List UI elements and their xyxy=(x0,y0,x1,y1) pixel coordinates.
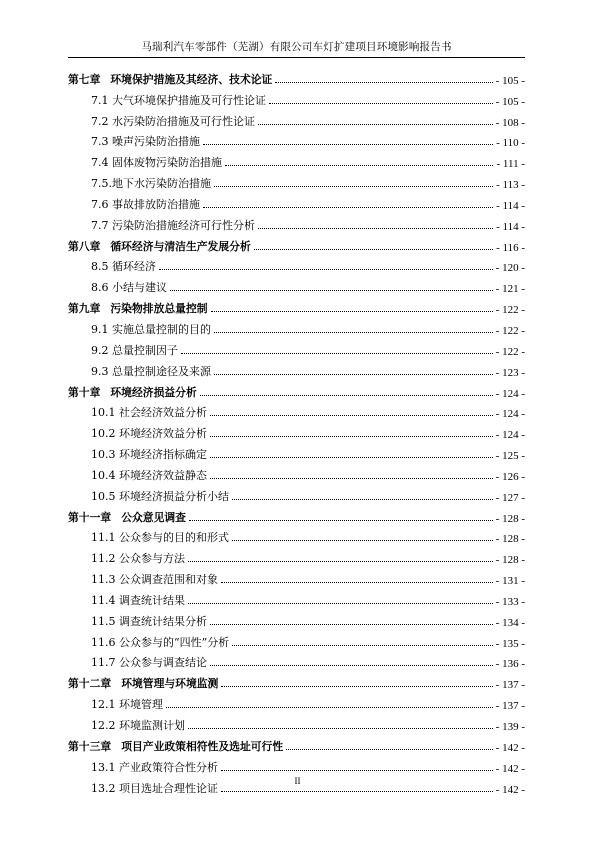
toc-entry-number: 第九章 xyxy=(68,302,101,316)
toc-dot-leader xyxy=(254,249,493,250)
toc-chapter-entry[interactable] xyxy=(68,379,525,400)
toc-entry-title: 7.1 大气环境保护措施及可行性论证 xyxy=(91,93,266,107)
toc-dot-leader xyxy=(211,311,493,312)
toc-entry-page: - 128 - xyxy=(495,533,525,546)
toc-dot-leader xyxy=(214,186,493,187)
toc-entry-title: 10.1 社会经济效益分析 xyxy=(91,406,207,420)
toc-entry-page: - 124 - xyxy=(495,387,525,400)
toc-section-entry[interactable] xyxy=(68,754,525,775)
toc-entry-title: 11.3 公众调查范围和对象 xyxy=(91,573,218,587)
toc-entry-page: - 125 - xyxy=(495,450,525,463)
toc-entry-page: - 113 - xyxy=(496,179,525,192)
toc-section-entry[interactable] xyxy=(68,587,525,608)
toc-dot-leader xyxy=(159,269,493,270)
toc-dot-leader xyxy=(166,707,493,708)
toc-entry-title: 7.5.地下水污染防治措施 xyxy=(91,177,211,191)
toc-entry-page: - 105 - xyxy=(495,95,525,108)
toc-dot-leader xyxy=(221,791,493,792)
toc-entry-title: 11.1 公众参与的目的和形式 xyxy=(91,531,229,545)
toc-entry-page: - 142 - xyxy=(495,741,525,754)
toc-entry-title: 10.5 环境经济损益分析小结 xyxy=(91,489,229,503)
toc-entry-page: - 114 - xyxy=(496,220,525,233)
toc-entry-page: - 124 - xyxy=(495,429,525,442)
toc-section-entry[interactable] xyxy=(68,212,525,233)
toc-entry-title: 13.2 项目选址合理性论证 xyxy=(91,781,218,795)
toc-chapter-entry[interactable] xyxy=(68,66,525,87)
toc-section-entry[interactable] xyxy=(68,337,525,358)
toc-entry-page: - 108 - xyxy=(495,116,525,129)
toc-chapter-entry[interactable] xyxy=(68,233,525,254)
toc-dot-leader xyxy=(188,603,493,604)
toc-entry-page: - 116 - xyxy=(496,241,525,254)
toc-dot-leader xyxy=(210,665,493,666)
toc-section-entry[interactable] xyxy=(68,545,525,566)
toc-dot-leader xyxy=(275,82,492,83)
toc-entry-title: 9.3 总量控制途径及来源 xyxy=(91,364,211,378)
toc-dot-leader xyxy=(258,228,493,229)
toc-dot-leader xyxy=(210,457,493,458)
toc-entry-title: 9.1 实施总量控制的目的 xyxy=(91,322,211,336)
toc-entry-title: 循环经济与清洁生产发展分析 xyxy=(110,239,251,253)
toc-entry-page: - 122 - xyxy=(495,324,525,337)
toc-chapter-entry[interactable] xyxy=(68,670,525,691)
toc-dot-leader xyxy=(232,499,493,500)
toc-chapter-entry[interactable] xyxy=(68,504,525,525)
toc-entry-title: 7.7 污染防治措施经济可行性分析 xyxy=(91,218,255,232)
toc-dot-leader xyxy=(232,540,493,541)
toc-entry-page: - 137 - xyxy=(495,700,525,713)
page-number: II xyxy=(294,776,301,786)
header-rule xyxy=(68,57,525,58)
toc-entry-title: 11.7 公众参与调查结论 xyxy=(91,656,207,670)
toc-dot-leader xyxy=(181,353,493,354)
toc-dot-leader xyxy=(200,395,493,396)
toc-dot-leader xyxy=(221,582,493,583)
toc-entry-page: - 142 - xyxy=(495,783,525,796)
toc-entry-title: 项目产业政策相符性及选址可行性 xyxy=(121,739,284,753)
toc-entry-page: - 111 - xyxy=(496,158,525,171)
toc-section-entry[interactable] xyxy=(68,441,525,462)
toc-dot-leader xyxy=(203,144,493,145)
toc-entry-page: - 133 - xyxy=(495,595,525,608)
toc-dot-leader xyxy=(188,561,493,562)
toc-dot-leader xyxy=(232,645,492,646)
toc-dot-leader xyxy=(188,728,493,729)
toc-dot-leader xyxy=(221,770,493,771)
toc-entry-page: - 122 - xyxy=(495,345,525,358)
toc-entry-page: - 142 - xyxy=(495,762,525,775)
toc-dot-leader xyxy=(286,749,493,750)
toc-section-entry[interactable] xyxy=(68,650,525,671)
toc-section-entry[interactable] xyxy=(68,87,525,108)
toc-dot-leader xyxy=(189,520,493,521)
toc-dot-leader xyxy=(225,165,493,166)
toc-section-entry[interactable] xyxy=(68,358,525,379)
toc-section-entry[interactable] xyxy=(68,254,525,275)
toc-dot-leader xyxy=(203,207,493,208)
toc-entry-page: - 128 - xyxy=(495,554,525,567)
toc-section-entry[interactable] xyxy=(68,483,525,504)
toc-entry-number: 第十三章 xyxy=(68,739,112,753)
toc-entry-page: - 124 - xyxy=(495,408,525,421)
toc-entry-title: 8.5 循环经济 xyxy=(91,260,156,274)
toc-entry-page: - 114 - xyxy=(496,199,525,212)
toc-entry-title: 10.3 环境经济指标确定 xyxy=(91,448,207,462)
toc-dot-leader xyxy=(210,415,493,416)
toc-entry-page: - 120 - xyxy=(495,262,525,275)
toc-entry-page: - 123 - xyxy=(495,366,525,379)
toc-section-entry[interactable] xyxy=(68,191,525,212)
toc-entry-page: - 121 - xyxy=(495,283,525,296)
toc-entry-title: 10.2 环境经济效益分析 xyxy=(91,427,207,441)
toc-entry-page: - 128 - xyxy=(495,512,525,525)
table-of-contents xyxy=(68,66,525,796)
toc-entry-page: - 137 - xyxy=(495,679,525,692)
toc-entry-title: 污染物排放总量控制 xyxy=(110,302,208,316)
toc-entry-page: - 131 - xyxy=(495,575,525,588)
toc-dot-leader xyxy=(170,290,493,291)
toc-entry-title: 环境经济损益分析 xyxy=(110,385,197,399)
toc-entry-page: - 135 - xyxy=(495,637,525,650)
toc-section-entry[interactable] xyxy=(68,274,525,295)
toc-dot-leader xyxy=(269,103,493,104)
toc-section-entry[interactable] xyxy=(68,400,525,421)
toc-entry-title: 8.6 小结与建议 xyxy=(91,281,167,295)
toc-section-entry[interactable] xyxy=(68,525,525,546)
toc-entry-page: - 122 - xyxy=(495,304,525,317)
toc-entry-title: 10.4 环境经济效益静态 xyxy=(91,468,207,482)
toc-entry-title: 公众意见调查 xyxy=(121,510,186,524)
toc-section-entry[interactable] xyxy=(68,129,525,150)
toc-entry-title: 7.3 噪声污染防治措施 xyxy=(91,135,200,149)
toc-entry-number: 第八章 xyxy=(68,239,101,253)
toc-chapter-entry[interactable] xyxy=(68,295,525,316)
toc-entry-title: 7.6 事故排放防治措施 xyxy=(91,197,200,211)
page-header: 马瑞利汽车零部件（芜湖）有限公司车灯扩建项目环境影响报告书 xyxy=(141,41,452,53)
toc-entry-title: 环境保护措施及其经济、技术论证 xyxy=(110,72,273,86)
toc-section-entry[interactable] xyxy=(68,420,525,441)
toc-entry-number: 第七章 xyxy=(68,72,101,86)
toc-section-entry[interactable] xyxy=(68,316,525,337)
toc-entry-page: - 136 - xyxy=(495,658,525,671)
toc-entry-number: 第十章 xyxy=(68,385,101,399)
toc-section-entry[interactable] xyxy=(68,608,525,629)
toc-entry-page: - 134 - xyxy=(495,616,525,629)
toc-dot-leader xyxy=(210,624,493,625)
toc-entry-title: 12.2 环境监测计划 xyxy=(91,719,185,732)
toc-section-entry[interactable] xyxy=(68,629,525,650)
toc-section-entry[interactable] xyxy=(68,712,525,733)
toc-entry-number: 第十二章 xyxy=(68,677,112,691)
toc-dot-leader xyxy=(210,478,493,479)
toc-entry-title: 11.4 调查统计结果 xyxy=(91,593,185,607)
toc-section-entry[interactable] xyxy=(68,691,525,712)
toc-section-entry[interactable] xyxy=(68,108,525,129)
toc-entry-page: - 105 - xyxy=(495,74,525,87)
toc-dot-leader xyxy=(214,332,493,333)
toc-entry-title: 12.1 环境管理 xyxy=(91,698,163,712)
toc-entry-title: 13.1 产业政策符合性分析 xyxy=(91,760,218,774)
toc-entry-title: 环境管理与环境监测 xyxy=(121,677,219,691)
toc-section-entry[interactable] xyxy=(68,462,525,483)
toc-entry-page: - 127 - xyxy=(495,491,525,504)
toc-section-entry[interactable] xyxy=(68,149,525,170)
toc-dot-leader xyxy=(258,124,493,125)
toc-dot-leader xyxy=(214,374,493,375)
toc-dot-leader xyxy=(210,436,493,437)
toc-entry-number: 第十一章 xyxy=(68,510,112,524)
toc-entry-title: 9.2 总量控制因子 xyxy=(91,343,178,357)
toc-dot-leader xyxy=(221,686,492,687)
toc-chapter-entry[interactable] xyxy=(68,733,525,754)
toc-entry-title: 7.2 水污染防治措施及可行性论证 xyxy=(91,114,255,128)
toc-section-entry[interactable] xyxy=(68,566,525,587)
toc-entry-title: 7.4 固体废物污染防治措施 xyxy=(91,156,222,170)
toc-entry-page: - 110 - xyxy=(496,137,525,150)
toc-section-entry[interactable] xyxy=(68,170,525,191)
toc-entry-title: 11.2 公众参与方法 xyxy=(91,552,185,566)
toc-entry-title: 11.6 公众参与的“四性”分析 xyxy=(91,635,230,649)
toc-entry-page: - 139 - xyxy=(495,721,525,733)
toc-entry-title: 11.5 调查统计结果分析 xyxy=(91,614,207,628)
toc-entry-page: - 126 - xyxy=(495,470,525,483)
